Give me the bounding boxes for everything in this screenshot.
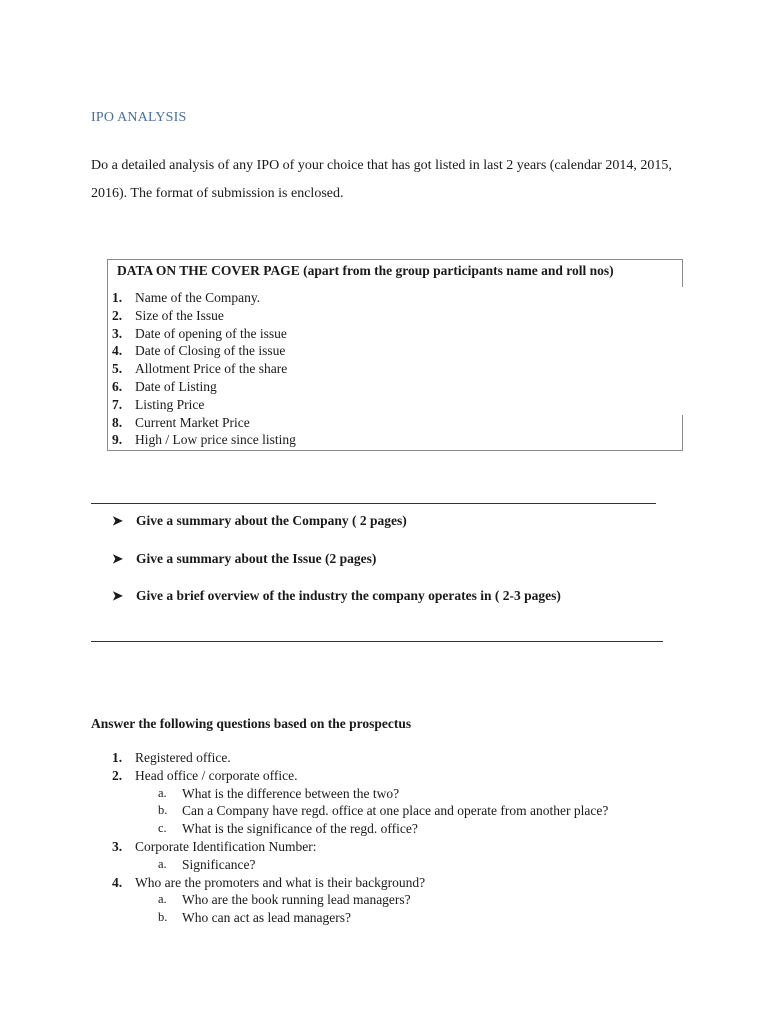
item-number: 4. [112, 874, 123, 890]
sub-text: What is the difference between the two? [182, 785, 400, 801]
item-text: Date of Listing [135, 378, 217, 394]
list-item [112, 396, 296, 414]
cover-page-title: DATA ON THE COVER PAGE (apart from the group participants name and roll nos) [117, 263, 614, 278]
item-text: Size of the Issue [135, 307, 224, 323]
question-item [112, 838, 608, 856]
item-text: Date of Closing of the issue [135, 343, 286, 359]
item-number: 9. [112, 432, 123, 448]
list-item [112, 289, 296, 307]
sub-text: Who can act as lead managers? [182, 910, 352, 926]
list-item [112, 551, 561, 589]
item-number: 5. [112, 361, 123, 377]
list-item [112, 360, 296, 378]
bullet-text: Give a summary about the Company ( 2 pages) [136, 513, 407, 528]
item-text: High / Low price since listing [135, 432, 296, 448]
item-number: 8. [112, 414, 123, 430]
item-text: Name of the Company. [135, 290, 261, 305]
questions-list [112, 749, 608, 927]
item-number: 3. [112, 325, 123, 341]
item-text: Head office / corporate office. [135, 767, 298, 783]
item-text: Date of opening of the issue [135, 325, 287, 341]
box-border-bottom [107, 450, 683, 451]
arrow-bullet-icon: ➤ [112, 550, 123, 566]
questions-heading: Answer the following questions based on the prospectus [91, 716, 412, 731]
list-item [112, 307, 296, 325]
box-border-right-upper [682, 259, 683, 287]
sub-letter: b. [158, 910, 168, 925]
sub-question-item [112, 856, 608, 874]
item-number: 6. [112, 378, 123, 394]
list-item [112, 588, 561, 626]
sub-letter: a. [158, 785, 167, 800]
sub-text: Who are the book running lead managers? [182, 892, 411, 908]
sub-text: What is the significance of the regd. office? [182, 821, 418, 837]
horizontal-rule-top [91, 503, 656, 504]
list-item [112, 414, 296, 432]
item-number: 1. [112, 290, 123, 305]
list-item [112, 378, 296, 396]
sub-letter: a. [158, 892, 167, 907]
item-text: Current Market Price [135, 414, 250, 430]
box-border-right-lower [682, 415, 683, 451]
arrow-bullet-icon: ➤ [112, 588, 123, 603]
box-border-top [107, 259, 683, 260]
bullet-text: Give a brief overview of the industry the company operates in ( 2-3 pages) [136, 588, 561, 603]
sub-question-item [112, 820, 608, 838]
item-text: Corporate Identification Number: [135, 838, 317, 854]
sub-question-item [112, 785, 608, 803]
box-border-left [107, 259, 108, 451]
item-text: Allotment Price of the share [135, 361, 288, 377]
item-number: 1. [112, 750, 123, 765]
page-title: IPO ANALYSIS [91, 110, 187, 125]
sub-letter: a. [158, 856, 167, 871]
sub-question-item [112, 891, 608, 909]
sub-letter: c. [158, 821, 167, 836]
item-number: 3. [112, 838, 123, 854]
sub-letter: b. [158, 803, 168, 818]
summary-bullet-list [112, 513, 561, 626]
item-text: Listing Price [135, 396, 205, 412]
item-number: 2. [112, 307, 123, 323]
sub-text: Can a Company have regd. office at one place and operate from another place? [182, 803, 609, 819]
item-number: 2. [112, 767, 123, 783]
sub-question-item [112, 802, 608, 820]
list-item [112, 513, 561, 551]
question-item [112, 874, 608, 892]
item-number: 7. [112, 396, 123, 412]
bullet-text: Give a summary about the Issue (2 pages) [136, 550, 377, 566]
item-text: Who are the promoters and what is their background? [135, 874, 426, 890]
list-item [112, 431, 296, 449]
item-text: Registered office. [135, 750, 231, 765]
sub-text: Significance? [182, 856, 256, 872]
arrow-bullet-icon: ➤ [112, 513, 123, 528]
list-item [112, 325, 296, 343]
question-item [112, 749, 608, 767]
list-item [112, 342, 296, 360]
sub-question-item [112, 909, 608, 927]
cover-page-box [107, 259, 683, 451]
cover-page-list [112, 289, 296, 449]
question-item [112, 767, 608, 785]
horizontal-rule-bottom [91, 641, 663, 642]
intro-paragraph: Do a detailed analysis of any IPO of your choice that has got listed in last 2 years (calendar 2014, 2015, 2016). The format of submission is enclosed. [91, 158, 672, 201]
item-number: 4. [112, 343, 123, 359]
